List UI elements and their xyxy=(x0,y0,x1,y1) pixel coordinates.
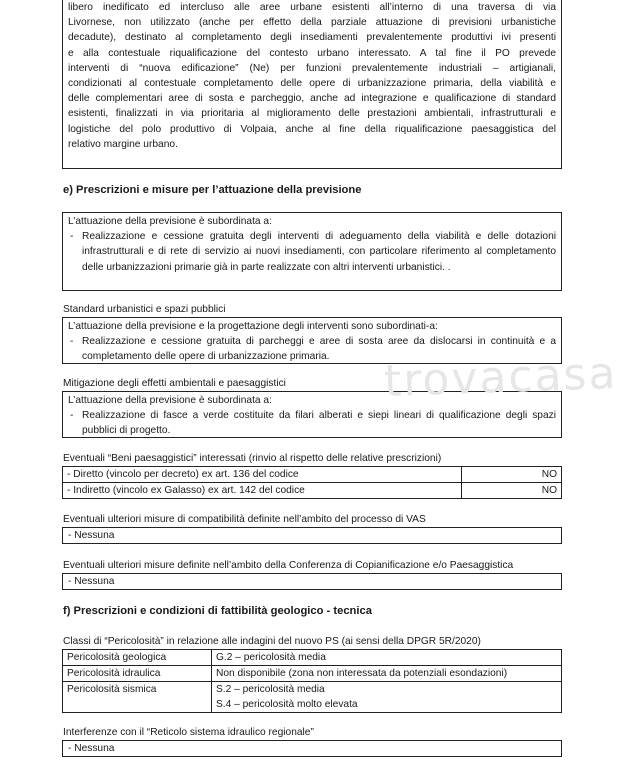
prescription-intro: L’attuazione della previsione è subordinata a: xyxy=(68,216,272,227)
pericolosita-table xyxy=(62,649,562,713)
reticolo-label: Interferenze con il “Reticolo sistema idraulico regionale” xyxy=(63,727,314,738)
intro-line: delle complementari aree di sosta e parcheggio, anche ad integrazione e qualificazione di standard xyxy=(68,93,556,105)
table-row xyxy=(63,483,562,499)
table-row xyxy=(63,650,562,666)
table-row xyxy=(63,682,562,713)
beni-table xyxy=(62,466,562,499)
intro-line: logistiche del polo produttivo di Volpaia, anche al fine della riqualificazione paesaggistica del xyxy=(68,123,556,135)
intro-text xyxy=(68,0,556,152)
pericolosita-name: Pericolosità sismica xyxy=(63,682,212,713)
intro-line: e alla contestuale riqualificazione del contesto urbano interessato. A tal fine il PO prevede xyxy=(68,47,556,59)
standard-item-text: Realizzazione e cessione gratuita di parcheggi e aree di sosta aree da dislocarsi in continuità e a completamento delle opere di urbanizzazione primaria. xyxy=(82,336,556,363)
mitigazione-label: Mitigazione degli effetti ambientali e paesaggistici xyxy=(63,378,286,389)
beni-row-value: NO xyxy=(462,467,562,483)
standard-intro: L’attuazione della previsione e la progettazione degli interventi sono subordinati-a: xyxy=(68,321,438,332)
vas-label: Eventuali ulteriori misure di compatibilità definite nell’ambito del processo di VAS xyxy=(63,514,426,525)
intro-line: condizionati al contestuale completamento delle opere di urbanizzazione primaria, della viabilità e xyxy=(68,78,556,90)
classi-label: Classi di “Pericolosità” in relazione alle indagini del nuovo PS (ai sensi della DPGR 5R/2020) xyxy=(63,636,481,647)
reticolo-box xyxy=(62,740,562,757)
intro-box xyxy=(62,0,562,169)
mitigazione-item xyxy=(68,408,556,438)
standard-label: Standard urbanistici e spazi pubblici xyxy=(63,304,226,315)
pericolosita-name: Pericolosità idraulica xyxy=(63,666,212,682)
mitigazione-item-text: Realizzazione di fasce a verde costituite da filari alberati e siepi lineari di qualificazione degli spazi pubblici di progetto. xyxy=(82,410,556,437)
intro-line: decadute), destinato al completamento degli insediamenti prevalentemente produttivi ivi presenti xyxy=(68,32,556,44)
beni-row-value: NO xyxy=(462,483,562,499)
beni-row-name: - Indiretto (vincolo ex Galasso) ex art. 142 del codice xyxy=(63,483,462,499)
pericolosita-value: G.2 – pericolosità media xyxy=(212,650,562,666)
intro-line: libero inedificato ed intercluso alle aree urbane esistenti all’interno di una traversa di via xyxy=(68,2,556,13)
beni-label: Eventuali “Beni paesaggistici” interessati (rinvio al rispetto delle relative prescrizioni) xyxy=(63,453,442,464)
table-row xyxy=(63,666,562,682)
prescription-item xyxy=(68,229,556,275)
reticolo-value: - Nessuna xyxy=(68,743,115,754)
pericolosita-value: Non disponibile (zona non interessata da potenziali esondazioni) xyxy=(212,666,562,682)
copianificazione-label: Eventuali ulteriori misure definite nell’ambito della Conferenza di Copianificazione e/o Paesaggistica xyxy=(63,560,514,571)
intro-line: esistenti, finalizzati in via prioritaria al miglioramento delle prestazioni ambientali, infrastrutturali e xyxy=(68,108,556,120)
watermark-logo: trovacasa xyxy=(383,347,619,408)
mitigazione-intro: L’attuazione della previsione è subordinata a: xyxy=(68,395,272,406)
pericolosita-line: S.4 – pericolosità molto elevata xyxy=(216,699,358,710)
beni-row-name: - Diretto (vincolo per decreto) ex art. 136 del codice xyxy=(63,467,462,483)
vas-value: - Nessuna xyxy=(68,530,115,541)
prescription-item-text: Realizzazione e cessione gratuita degli interventi di adeguamento della viabilità e delle dotazioni infrastrutturali e di rete di servizio ai nuovi insediamenti, con particolare riferimento al completamento delle urbanizzazioni primarie già in parte realizzate con altri interventi urbanistici. . xyxy=(82,231,556,273)
intro-line: Livornese, non utilizzato (anche per effetto della parziale attuazione di previsioni urbanistiche xyxy=(68,17,556,29)
intro-line: relativo margine urbano. xyxy=(68,138,178,150)
pericolosita-name: Pericolosità geologica xyxy=(63,650,212,666)
pericolosita-value xyxy=(212,682,562,713)
vas-box xyxy=(62,527,562,544)
pericolosita-line: S.2 – pericolosità media xyxy=(216,684,325,695)
dash-bullet: - xyxy=(70,336,74,348)
prescription-box xyxy=(62,212,562,291)
section-f-heading: f) Prescrizioni e condizioni di fattibilità geologico - tecnica xyxy=(63,605,372,617)
copianificazione-value: - Nessuna xyxy=(68,576,115,587)
dash-bullet: - xyxy=(70,410,74,422)
copianificazione-box xyxy=(62,573,562,590)
dash-bullet: - xyxy=(70,231,74,243)
intro-line: interventi di “nuova edificazione” (Ne) per funzioni prevalentemente industriali – artigianali, xyxy=(68,62,556,74)
section-e-heading: e) Prescrizioni e misure per l’attuazione della previsione xyxy=(63,184,362,196)
table-row xyxy=(63,467,562,483)
